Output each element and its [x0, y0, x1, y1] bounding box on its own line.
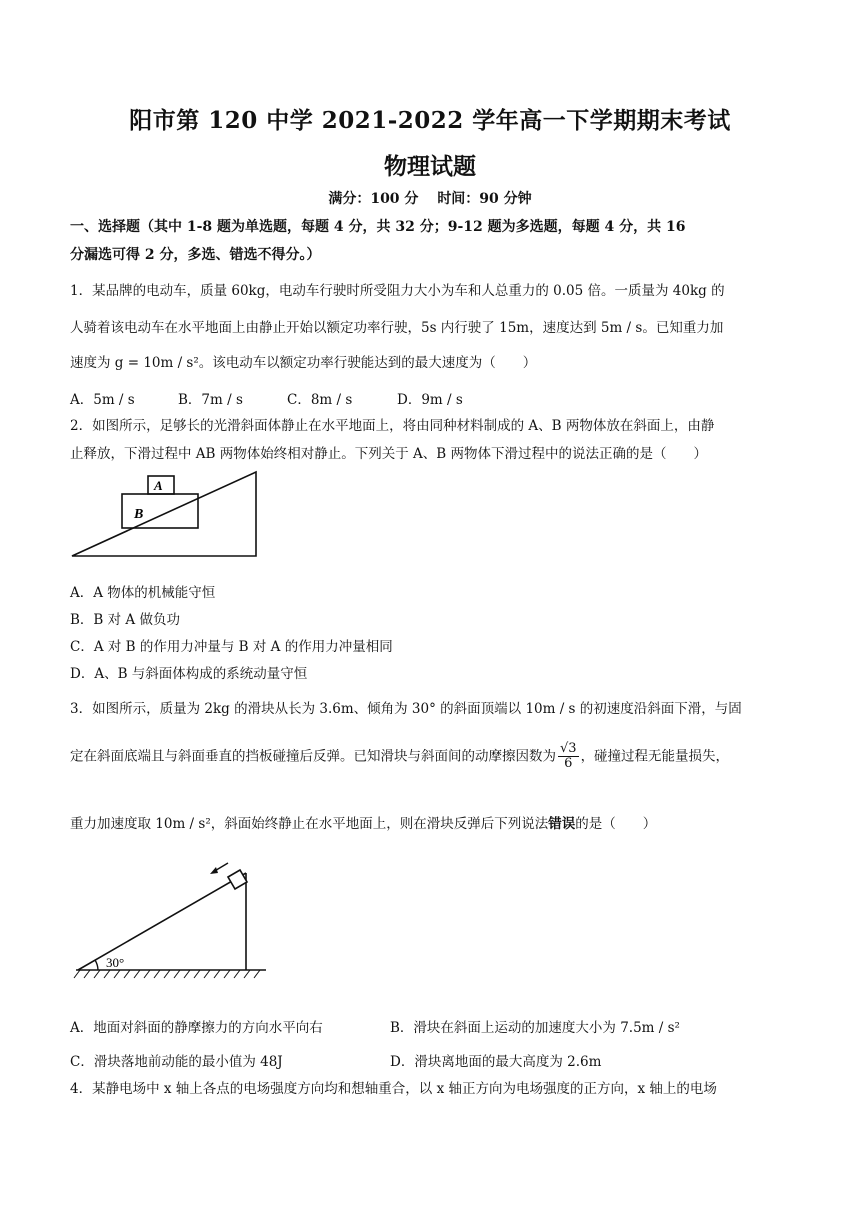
- q3-fraction-numerator: √3: [560, 741, 577, 756]
- q3-fraction-denominator: 6: [564, 756, 573, 772]
- q3-line3-start: 重力加速度取 10m / s²，斜面始终静止在水平地面上，则在滑块反弹后下列说法: [70, 816, 549, 832]
- q3-text-line3: [70, 812, 656, 832]
- q1-option-d: D．9m / s: [397, 392, 463, 408]
- full-score: 满分：100 分: [328, 191, 419, 207]
- q3-option-d: D．滑块离地面的最大高度为 2.6m: [390, 1054, 602, 1070]
- q3-angle-label: 30°: [106, 955, 125, 970]
- q3-arrow-head: [210, 867, 218, 874]
- q2-label-b: B: [134, 507, 144, 522]
- q3-keyword-wrong: 错误: [548, 816, 576, 832]
- q3-line2-start: 定在斜面底端且与斜面垂直的挡板碰撞后反弹。已知滑块与斜面间的动摩擦因数为: [70, 748, 556, 765]
- q3-incline-surface: [78, 873, 246, 970]
- q2-incline-shape: [72, 472, 256, 556]
- q3-line3-end: 的是（ ）: [575, 816, 657, 832]
- q3-slider-block: [228, 870, 247, 889]
- exam-meta: [0, 188, 860, 208]
- exam-time: 时间：90 分钟: [437, 191, 532, 207]
- q2-option-d: D．A、B 与斜面体构成的系统动量守恒: [70, 666, 308, 682]
- q2-option-a: A．A 物体的机械能守恒: [70, 585, 216, 601]
- section-heading-line1: 一、选择题（其中 1-8 题为单选题，每题 4 分，共 32 分；9-12 题为多选题，每题 4 分，共 16: [70, 219, 686, 235]
- q2-option-c: C．A 对 B 的作用力冲量与 B 对 A 的作用力冲量相同: [70, 639, 393, 655]
- q1-text-line3: 速度为 g = 10m / s²。该电动车以额定功率行驶能达到的最大速度为（ ）: [70, 355, 537, 371]
- q2-text-line2: 止释放，下滑过程中 AB 两物体始终相对静止。下列关于 A、B 两物体下滑过程中的说法正确的是（ ）: [70, 446, 708, 462]
- q3-option-b: B．滑块在斜面上运动的加速度大小为 7.5m / s²: [390, 1020, 680, 1036]
- q3-line2-end: ，碰撞过程无能量损失，: [580, 748, 730, 765]
- q3-friction-fraction: [558, 742, 579, 772]
- q3-ground-hatching: [74, 970, 260, 978]
- q3-text-line2: [70, 742, 729, 772]
- q1-text-line2: 人骑着该电动车在水平地面上由静止开始以额定功率行驶，5s 内行驶了 15m，速度达到 5m / s。已知重力加: [70, 320, 724, 336]
- q1-text-line1: 1．某品牌的电动车，质量 60kg，电动车行驶时所受阻力大小为车和人总重力的 0.05 倍。一质量为 40kg 的: [70, 283, 725, 299]
- q2-text-line1: 2．如图所示，足够长的光滑斜面体静止在水平地面上，将由同种材料制成的 A、B 两物体放在斜面上，由静: [70, 418, 715, 434]
- q2-incline-figure: [68, 468, 268, 568]
- q3-option-a: A．地面对斜面的静摩擦力的方向水平向右: [70, 1020, 323, 1036]
- q1-option-c: C．8m / s: [287, 392, 353, 408]
- q3-text-line1: 3．如图所示，质量为 2kg 的滑块从长为 3.6m、倾角为 30° 的斜面顶端以 10m / s 的初速度沿斜面下滑，与固: [70, 701, 742, 717]
- q2-label-a: A: [154, 478, 163, 493]
- exam-subtitle: 物理试题: [384, 153, 476, 180]
- q1-option-b: B．7m / s: [178, 392, 243, 408]
- q3-angle-arc: [95, 960, 98, 970]
- q2-option-b: B．B 对 A 做负功: [70, 612, 180, 628]
- q4-text-line1: 4．某静电场中 x 轴上各点的电场强度方向均和想轴重合，以 x 轴正方向为电场强度的正方向，x 轴上的电场: [70, 1081, 717, 1097]
- q3-option-c: C．滑块落地前动能的最小值为 48J: [70, 1054, 283, 1070]
- exam-title: 阳市第 120 中学 2021-2022 学年高一下学期期末考试: [129, 107, 731, 134]
- section-heading-line2: 分漏选可得 2 分，多选、错选不得分。）: [70, 247, 321, 263]
- q1-option-a: A．5m / s: [70, 392, 135, 408]
- q3-incline-figure: [68, 855, 278, 985]
